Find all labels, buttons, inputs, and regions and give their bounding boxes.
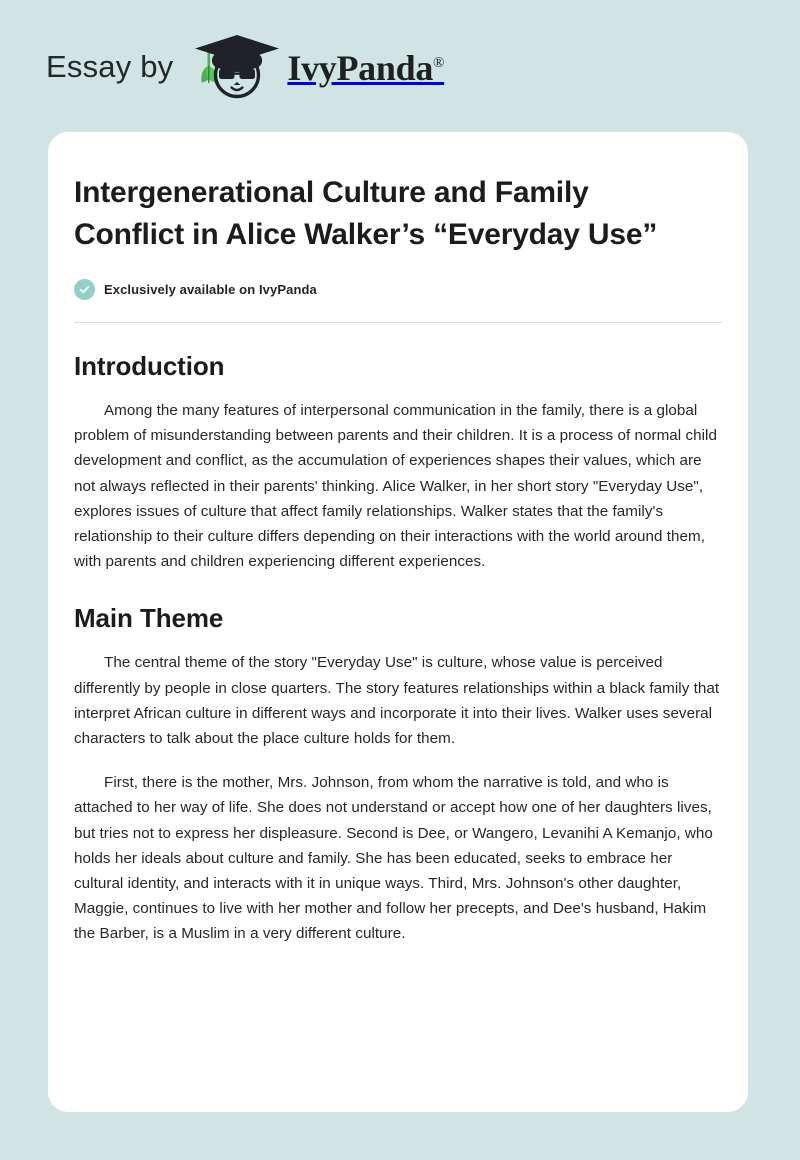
page-title: Intergenerational Culture and Family Conflict in Alice Walker’s “Everyday Use” <box>74 176 658 251</box>
essay-by-label: Essay by <box>46 48 174 84</box>
paragraph: The central theme of the story "Everyday Use" is culture, whose value is perceived differently by people in close quarters. The story features relationships within a black family that interpret African culture in different ways and incorporate it into their lives. Walker uses several characters to talk about the place culture holds for them. <box>74 654 720 748</box>
exclusive-availability-badge <box>74 279 722 300</box>
paragraph: First, there is the mother, Mrs. Johnson, from whom the narrative is told, and who is attached to her way of life. She does not understand or accept how one of her daughters lives, but tries not to express her displeasure. Second is Dee, or Wangero, Levanihi A Kemanjo, who holds her ideals about culture and family. She has been educated, seeks to embrace her cultural identity, and interacts with it in unique ways. Third, Mrs. Johnson's other daughter, Maggie, continues to live with her mother and follow her precepts, and Dee's husband, Hakim the Barber, is a Muslim in a very different culture. <box>74 774 713 943</box>
essay-content <box>74 172 722 947</box>
essay-card <box>48 132 748 1112</box>
section-heading-main-theme: Main Theme <box>74 603 224 634</box>
brand-header <box>0 0 800 132</box>
brand-name-text: IvyPanda <box>287 48 434 88</box>
exclusive-badge-label: Exclusively available on IvyPanda <box>104 282 317 297</box>
ivypanda-logo[interactable] <box>191 33 444 99</box>
brand-wordmark <box>287 50 444 86</box>
section-heading-introduction: Introduction <box>74 351 225 381</box>
header-divider <box>74 322 722 323</box>
registered-trademark-icon: ® <box>433 55 445 71</box>
check-circle-icon <box>74 279 95 300</box>
panda-graduation-cap-icon <box>191 33 287 99</box>
paragraph: Among the many features of interpersonal communication in the family, there is a global problem of misunderstanding between parents and their children. It is a process of normal child development and conflict, as the accumulation of experiences shapes their values, which are not always reflected in their parents' thinking. Alice Walker, in her short story "Everyday Use", explores issues of culture that affect family relationships. Walker states that the family's relationship to their culture differs depending on their interactions with the world around them, with parents and children experiencing different experiences. <box>74 402 717 571</box>
